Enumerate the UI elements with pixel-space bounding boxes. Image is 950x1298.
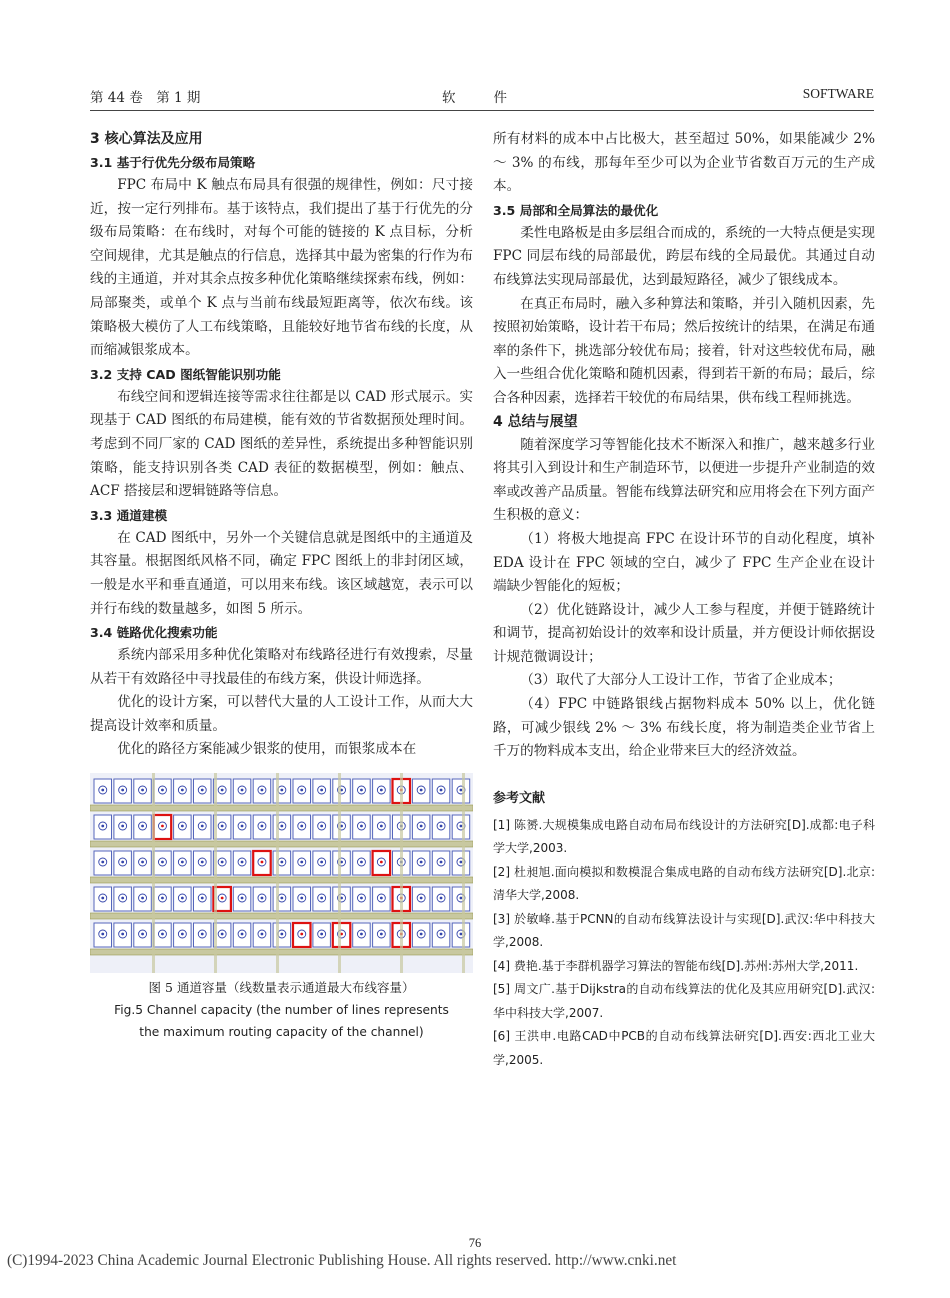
- contact-point-dot: [201, 789, 204, 792]
- contact-point-dot: [121, 933, 124, 936]
- contact-point-dot: [101, 861, 104, 864]
- section-3-3-paragraph: 在 CAD 图纸中，另外一个关键信息就是图纸中的主通道及其容量。根据图纸风格不同，确定 FPC 图纸上的非封闭区域，一般是水平和垂直通道，可以用来布线。该区域越宽，表示可以并行布线的数量越多，如图 5 所示。: [90, 529, 473, 617]
- contact-point-dot: [420, 861, 423, 864]
- reference-item: [5] 周文广.基于Dijkstra的自动布线算法的优化及其应用研究[D].武汉:华中科技大学,2007.: [493, 982, 875, 1020]
- contact-point-dot: [241, 825, 244, 828]
- contact-point-dot: [380, 897, 383, 900]
- contact-point-dot: [360, 897, 363, 900]
- running-header: [90, 86, 874, 108]
- contact-point-dot: [261, 789, 264, 792]
- contact-point-dot: [280, 861, 283, 864]
- continued-paragraph: 所有材料的成本中占比极大，甚至超过 50%，如果能减少 2% ～ 3% 的布线，那每年至少可以为企业节省数百万元的生产成本。: [493, 131, 875, 195]
- contact-point-dot: [460, 897, 463, 900]
- contact-point-dot: [161, 933, 164, 936]
- contact-point-dot: [360, 789, 363, 792]
- contact-point-dot: [460, 825, 463, 828]
- section-3-3-title: 3.3 通道建模: [90, 507, 168, 523]
- contact-point-dot: [181, 897, 184, 900]
- horizontal-channel: [90, 805, 473, 811]
- section-3-1-paragraph: FPC 布局中 K 触点布局具有很强的规律性，例如：尺寸接近，按一定行列排布。基于该特点，我们提出了基于行优先的分级布局策略：在布线时，对每个可能的链接的 K 点目标，分析空间规律，尤其是触点的行信息，选择其中最为密集的行作为布线的主通道，并对其余点按多种优化策略继续探索布线，例如：局部聚类，或单个 K 点与当前布线最短距离等，依次布线。该策略极大模仿了人工布线策略，且能较好地节省布线的长度，从而缩减银浆成本。: [90, 177, 473, 359]
- horizontal-channel: [90, 913, 473, 919]
- section-4-paragraph-1: 随着深度学习等智能化技术不断深入和推广，越来越多行业将其引入到设计和生产制造环节，以便进一步提升产业制造的效率或改善产品质量。智能布线算法研究和应用将会在下列方面产生积极的意义：: [493, 436, 875, 524]
- contact-point-dot: [121, 861, 124, 864]
- section-3-5-title: 3.5 局部和全局算法的最优化: [493, 202, 659, 218]
- contact-point-dot: [460, 789, 463, 792]
- figure-5-caption: [90, 977, 473, 1043]
- section-3-1-title: 3.1 基于行优先分级布局策略: [90, 155, 256, 170]
- contact-point-dot: [420, 825, 423, 828]
- header-volume: 第 44 卷 第 1 期: [90, 90, 201, 106]
- contact-point-dot: [101, 825, 104, 828]
- section-4-title: 4 总结与展望: [493, 413, 578, 430]
- contact-point-dot: [300, 861, 303, 864]
- contact-point-dot: [181, 861, 184, 864]
- figure-caption-en-line-2: the maximum routing capacity of the channel): [139, 1025, 424, 1040]
- contact-point-dot: [320, 825, 323, 828]
- vertical-channel: [462, 773, 465, 973]
- contact-point-dot: [360, 825, 363, 828]
- section-3-2-title: 3.2 支持 CAD 图纸智能识别功能: [90, 366, 281, 382]
- contact-point-dot: [141, 789, 144, 792]
- horizontal-channel: [90, 949, 473, 955]
- contact-point-dot: [201, 825, 204, 828]
- reference-item: [1] 陈赟.大规模集成电路自动布局布线设计的方法研究[D].成都:电子科学大学,2003.: [493, 817, 875, 856]
- right-column: [493, 128, 875, 1072]
- contact-point-dot: [221, 897, 224, 900]
- vertical-channel: [152, 773, 155, 973]
- contact-point-dot: [380, 825, 383, 828]
- left-column: [90, 128, 473, 1043]
- contact-point-dot: [141, 897, 144, 900]
- contact-point-dot: [121, 789, 124, 792]
- section-3-5-paragraph-2: 在真正布局时，融入多种算法和策略，并引入随机因素，先按照初始策略，设计若干布局；然后按统计的结果，在满足布通率的条件下，挑选部分较优布局；接着，针对这些较优布局，融入一些组合优化策略和随机因素，得到若干新的布局；最后，综合各种因素，选择若干较优的布局结果，供布线工程师挑选。: [493, 295, 875, 406]
- contact-point-dot: [101, 933, 104, 936]
- contact-point-dot: [440, 861, 443, 864]
- contact-point-dot: [380, 933, 383, 936]
- section-3-4-paragraph-1: 系统内部采用多种优化策略对布线路径进行有效搜索，尽量从若干有效路径中寻找最佳的布线方案，供设计师选择。: [90, 647, 473, 687]
- contact-point-dot: [101, 789, 104, 792]
- vertical-channel: [276, 773, 279, 973]
- contact-point-dot: [360, 861, 363, 864]
- contact-point-dot: [261, 933, 264, 936]
- figure-caption-en-line-1: Fig.5 Channel capacity (the number of lines represents: [114, 1003, 449, 1018]
- contact-point-dot: [201, 897, 204, 900]
- contact-point-dot: [221, 789, 224, 792]
- section-3-4-paragraph-2: 优化的设计方案，可以替代大量的人工设计工作，从而大大提高设计效率和质量。: [90, 694, 473, 734]
- horizontal-channel: [90, 841, 473, 847]
- contact-point-dot: [161, 861, 164, 864]
- copyright-footer: (C)1994-2023 China Academic Journal Electronic Publishing House. All rights reserved. http://www.cnki.net: [7, 1252, 677, 1269]
- contact-point-dot: [261, 897, 264, 900]
- section-3-5-paragraph-1: 柔性电路板是由多层组合而成的，系统的一大特点便是实现 FPC 同层布线的局部最优，跨层布线的全局最优。其通过自动布线算法实现局部最优，达到最短路径，减少了银线成本。: [493, 224, 875, 288]
- contact-point-dot: [201, 933, 204, 936]
- references-title: 参考文献: [493, 790, 546, 806]
- contact-point-dot: [300, 897, 303, 900]
- section-4-item-3: （3）取代了大部分人工设计工作，节省了企业成本；: [520, 672, 842, 689]
- contact-point-dot: [241, 789, 244, 792]
- contact-point-dot: [101, 897, 104, 900]
- contact-point-dot: [221, 933, 224, 936]
- contact-point-dot: [300, 933, 303, 936]
- contact-point-dot: [380, 789, 383, 792]
- contact-point-dot: [121, 825, 124, 828]
- section-3-4-paragraph-3: 优化的路径方案能减少银浆的使用，而银浆成本在: [117, 741, 417, 758]
- header-rule: [90, 110, 874, 111]
- contact-point-dot: [201, 861, 204, 864]
- contact-point-dot: [181, 825, 184, 828]
- horizontal-channel: [90, 877, 473, 883]
- contact-point-dot: [280, 825, 283, 828]
- contact-point-dot: [261, 861, 264, 864]
- contact-point-dot: [420, 897, 423, 900]
- figure-caption-cn: 图 5 通道容量（线数量表示通道最大布线容量）: [148, 980, 415, 996]
- contact-point-dot: [440, 933, 443, 936]
- page-number: 76: [468, 1236, 482, 1250]
- section-3-4-title: 3.4 链路优化搜索功能: [90, 625, 218, 641]
- contact-point-dot: [440, 825, 443, 828]
- contact-point-dot: [241, 897, 244, 900]
- contact-point-dot: [460, 861, 463, 864]
- contact-point-dot: [181, 933, 184, 936]
- contact-point-dot: [360, 933, 363, 936]
- section-4-item-4: （4）FPC 中链路银线占据物料成本 50% 以上，优化链路，可减少银线 2% ～ 3% 布线长度，将为制造类企业节省上千万的物料成本支出，给企业带来巨大的经济效益。: [493, 696, 875, 760]
- channel-capacity-diagram: [90, 773, 473, 973]
- vertical-channel: [400, 773, 403, 973]
- contact-point-dot: [141, 933, 144, 936]
- contact-point-dot: [280, 897, 283, 900]
- contact-point-dot: [121, 897, 124, 900]
- contact-point-dot: [161, 897, 164, 900]
- vertical-channel: [338, 773, 341, 973]
- contact-point-dot: [280, 933, 283, 936]
- contact-point-dot: [420, 933, 423, 936]
- contact-point-dot: [420, 789, 423, 792]
- section-4-item-2: （2）优化链路设计，减少人工参与程度，并便于链路统计和调节，提高初始设计的效率和设计质量，并方便设计师依据设计规范微调设计；: [493, 601, 875, 665]
- contact-point-dot: [460, 933, 463, 936]
- contact-point-dot: [320, 897, 323, 900]
- vertical-channel: [214, 773, 217, 973]
- contact-point-dot: [181, 789, 184, 792]
- contact-point-dot: [141, 861, 144, 864]
- reference-item: [6] 王洪申.电路CAD中PCB的自动布线算法研究[D].西安:西北工业大学,2005.: [493, 1029, 875, 1067]
- contact-point-dot: [261, 825, 264, 828]
- contact-point-dot: [300, 789, 303, 792]
- contact-point-dot: [320, 861, 323, 864]
- reference-item: [3] 於敏峰.基于PCNN的自动布线算法设计与实现[D].武汉:华中科技大学,2008.: [493, 911, 875, 950]
- contact-point-dot: [221, 825, 224, 828]
- contact-point-dot: [380, 861, 383, 864]
- header-journal-name: 软件: [442, 90, 545, 106]
- section-3-title: 3 核心算法及应用: [90, 131, 203, 147]
- contact-point-dot: [241, 861, 244, 864]
- contact-point-dot: [440, 897, 443, 900]
- section-4-item-1: （1）将极大地提高 FPC 在设计环节的自动化程度，填补 EDA 设计在 FPC 领域的空白，减少了 FPC 生产企业在设计端缺少智能化的短板；: [493, 530, 875, 595]
- contact-point-dot: [161, 789, 164, 792]
- contact-point-dot: [440, 789, 443, 792]
- contact-point-dot: [300, 825, 303, 828]
- contact-point-dot: [241, 933, 244, 936]
- contact-point-dot: [141, 825, 144, 828]
- contact-point-dot: [320, 789, 323, 792]
- section-3-2-paragraph: 布线空间和逻辑连接等需求往往都是以 CAD 形式展示。实现基于 CAD 图纸的布局建模，能有效的节省数据预处理时间。考虑到不同厂家的 CAD 图纸的差异性，系统提出多种智能识别策略，能支持识别各类 CAD 表征的数据模型，例如：触点、ACF 搭接层和逻辑链路等信息。: [90, 388, 473, 500]
- reference-item: [2] 杜昶旭.面向模拟和数模混合集成电路的自动布线方法研究[D].北京:清华大学,2008.: [493, 864, 875, 903]
- header-journal-en: SOFTWARE: [802, 86, 874, 101]
- reference-item: [4] 费艳.基于李群机器学习算法的智能布线[D].苏州:苏州大学,2011.: [493, 958, 859, 973]
- contact-point-dot: [161, 825, 164, 828]
- contact-point-dot: [221, 861, 224, 864]
- figure-5-channel-capacity: [90, 773, 473, 973]
- contact-point-dot: [280, 789, 283, 792]
- contact-point-dot: [320, 933, 323, 936]
